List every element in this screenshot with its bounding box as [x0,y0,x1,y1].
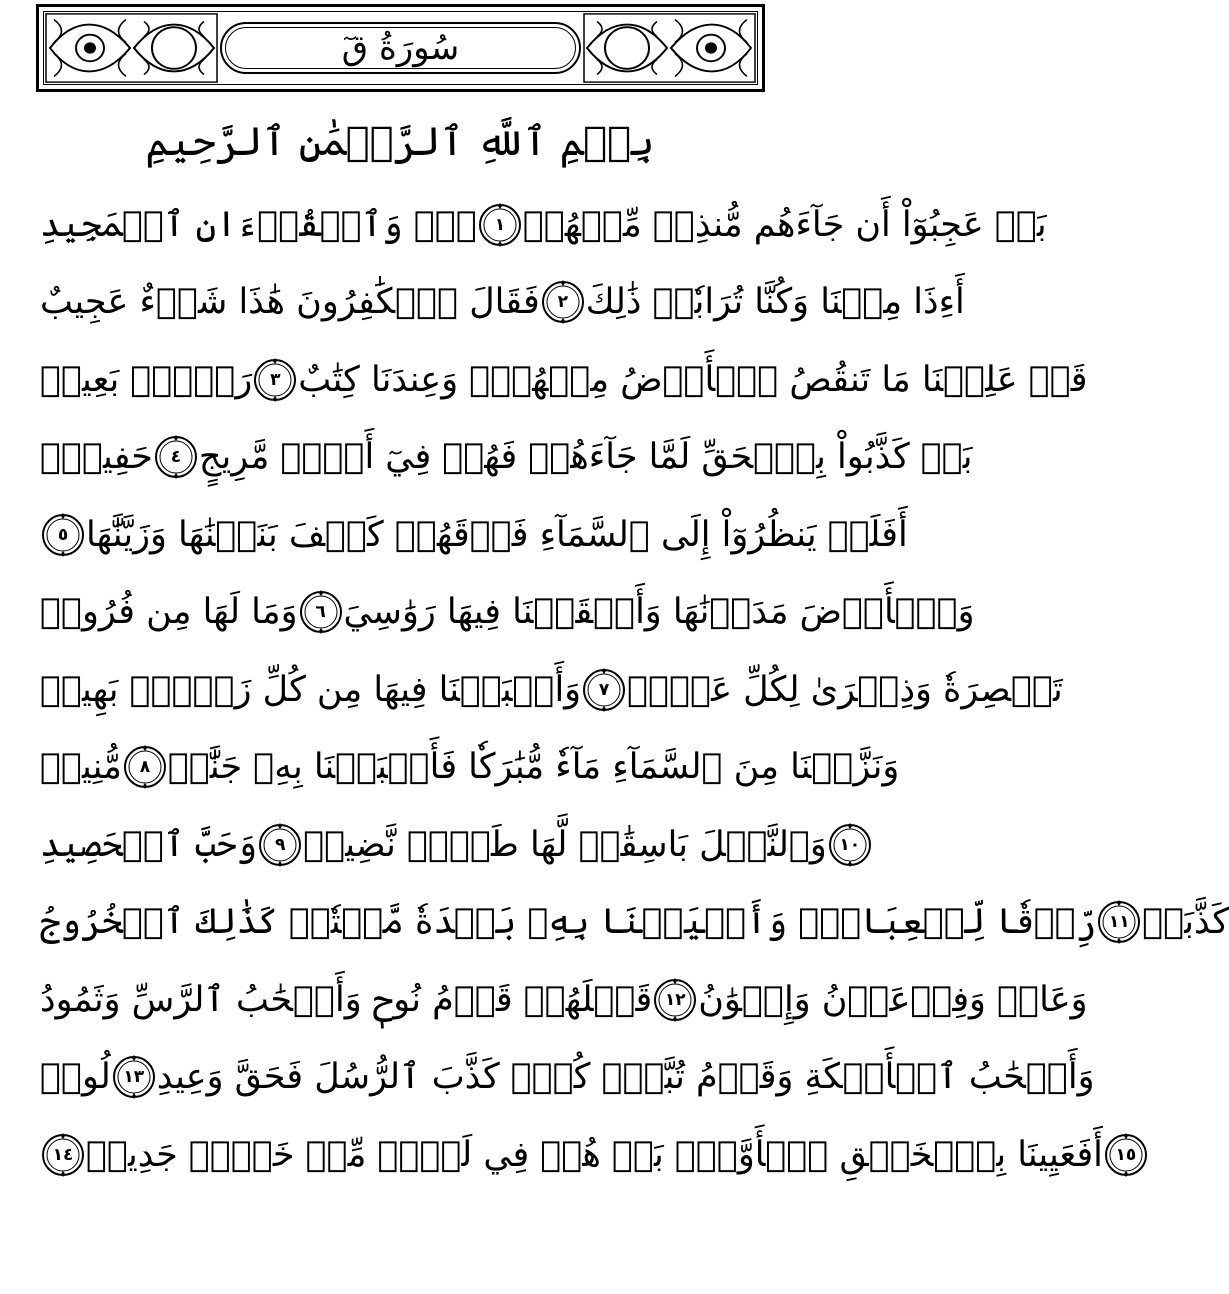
verse-text: وَٱلۡأَرۡضَ مَدَدۡنَٰهَا وَأَلۡقَيۡنَا فِيهَا رَوَٰسِيَ [343,592,975,633]
ayah-number-marker [153,434,199,480]
ayah-number-marker [581,667,627,713]
verse-text: بَلۡ عَجِبُوٓاْ أَن جَآءَهُم مُّنذِرٞ مِّنۡهُمۡ [522,204,1047,245]
verse-line [40,884,1229,962]
ayah-number-marker [257,822,303,868]
verse-lines [40,186,1229,1194]
verse-text: قَدۡ عَلِمۡنَا مَا تَنقُصُ ٱلۡأَرۡضُ مِنۡهُمۡۖ وَعِندَنَا كِتَٰبٌ [298,359,1088,400]
verse-line [40,651,1063,729]
ayah-number: ١٤ [52,1144,74,1165]
surah-title-cartouche [220,22,581,74]
verse-line [40,186,1047,264]
verse-line [40,419,973,497]
verse-text: كَذَّبَتۡ [1142,902,1229,943]
verse-text: أَفَعَيِينَا بِٱلۡخَلۡقِ ٱلۡأَوَّلِۚ بَلۡ هُمۡ فِي لَبۡسٖ مِّنۡ خَلۡقٖ جَدِيدٖ [86,1134,1103,1175]
ayah-number-marker [827,822,873,868]
ayah-number: ١٢ [664,989,686,1010]
ayah-number: ٢ [557,292,568,313]
verse-text: وَأَنۢبَتۡنَا فِيهَا مِن كُلِّ زَوۡجِۢ بَهِيجٖ [40,669,582,710]
verse-line [40,1039,1095,1117]
verse-text: بَلۡ كَذَّبُواْ بِٱلۡحَقِّ لَمَّا جَآءَهُمۡ فَهُمۡ فِيٓ أَمۡرٖ مَّرِيجٍ [198,437,973,478]
header-frame [43,11,758,85]
verse-text: تَبۡصِرَةٗ وَذِكۡرَىٰ لِكُلِّ عَبۡدٖ [627,669,1063,710]
verse-text: وَحَبَّ ٱلۡحَصِيدِ [40,824,258,865]
verse-text: رَجۡعُۢ بَعِيدٞ [40,359,253,400]
ayah-number-marker [477,202,523,248]
ayah-number: ١ [494,214,506,235]
ayah-number: ١٣ [123,1067,145,1088]
ayah-number-marker [122,744,168,790]
ayah-number-marker [298,589,344,635]
verse-text: وَمَا لَهَا مِن فُرُوجٖ [40,592,298,633]
verse-line [40,1116,1137,1194]
verse-text: قٓۚ وَٱلۡقُرۡءَانِ ٱلۡمَجِيدِ [40,204,477,245]
surah-header [36,4,765,92]
basmala: بِسۡمِ ٱللَّهِ ٱلرَّحۡمَٰنِ ٱلرَّحِيمِ [145,119,655,165]
ayah-number: ٧ [598,679,610,700]
verse-line [40,496,908,574]
ayah-number: ٣ [270,369,281,390]
arabesque-ornament-right [582,12,757,84]
ayah-number-marker [540,279,586,325]
verse-text: حَفِيظُۢ [40,437,153,478]
verse-text: مُّنِيبٖ [40,747,122,788]
ayah-number-marker [652,977,698,1023]
verse-text: قَبۡلَهُمۡ قَوۡمُ نُوحٖ وَأَصۡحَٰبُ ٱلرَّسِّ وَثَمُودُ [40,979,653,1020]
ayah-number-marker [1096,899,1142,945]
ayah-number-marker [1103,1132,1149,1178]
verse-line [40,729,900,807]
ayah-number: ٤ [170,447,182,468]
arabesque-ornament-left [44,12,219,84]
ayah-number: ٥ [57,524,69,545]
verse-text: وَأَصۡحَٰبُ ٱلۡأَيۡكَةِ وَقَوۡمُ تُبَّعٖۚ كُلّٞ كَذَّبَ ٱلرُّسُلَ فَحَقَّ وَعِيدِ [156,1057,1095,1098]
ayah-number: ٩ [275,834,286,855]
ayah-number: ١٠ [839,834,861,855]
ayah-number-marker [40,512,86,558]
verse-line [40,574,975,652]
ayah-number: ٨ [139,757,151,778]
verse-text: وَنَزَّلۡنَا مِنَ ٱلسَّمَآءِ مَآءٗ مُّبَٰرَكٗا فَأَنۢبَتۡنَا بِهِۦ جَنَّٰتٖ [167,747,900,788]
verse-line [40,806,861,884]
verse-text: أَءِذَا مِتۡنَا وَكُنَّا تُرَابٗاۖ ذَٰلِكَ [585,282,965,323]
verse-line [40,341,1088,419]
verse-text: لُوطٖ [40,1057,111,1098]
verse-text: فَقَالَ ٱلۡكَٰفِرُونَ هَٰذَا شَيۡءٌ عَجِيبٌ [40,282,540,323]
ayah-number: ١١ [1108,912,1130,933]
verse-line [40,961,1088,1039]
ayah-number-marker [111,1054,157,1100]
ayah-number-marker [252,357,298,403]
ayah-number-marker [40,1132,86,1178]
verse-line [40,264,965,342]
verse-text: رِّزۡقٗا لِّلۡعِبَادِۖ وَأَحۡيَيۡنَا بِهِۦ بَلۡدَةٗ مَّيۡتٗاۚ كَذَٰلِكَ ٱلۡخُرُوجُ [40,902,1097,943]
surah-title: سُورَةُ قٓ [341,28,460,68]
ayah-number: ٦ [315,602,326,623]
verse-text: وَٱلنَّخۡلَ بَاسِقَٰتٖ لَّهَا طَلۡعٞ نَّضِيدٞ [303,824,827,865]
ayah-number: ١٥ [1115,1144,1137,1165]
verse-text: أَفَلَمۡ يَنظُرُوٓاْ إِلَى ٱلسَّمَآءِ فَوۡقَهُمۡ كَيۡفَ بَنَيۡنَٰهَا وَزَيَّنَّٰهَا [86,514,908,555]
verse-text: وَعَادٞ وَفِرۡعَوۡنُ وَإِخۡوَٰنُ [698,979,1088,1020]
